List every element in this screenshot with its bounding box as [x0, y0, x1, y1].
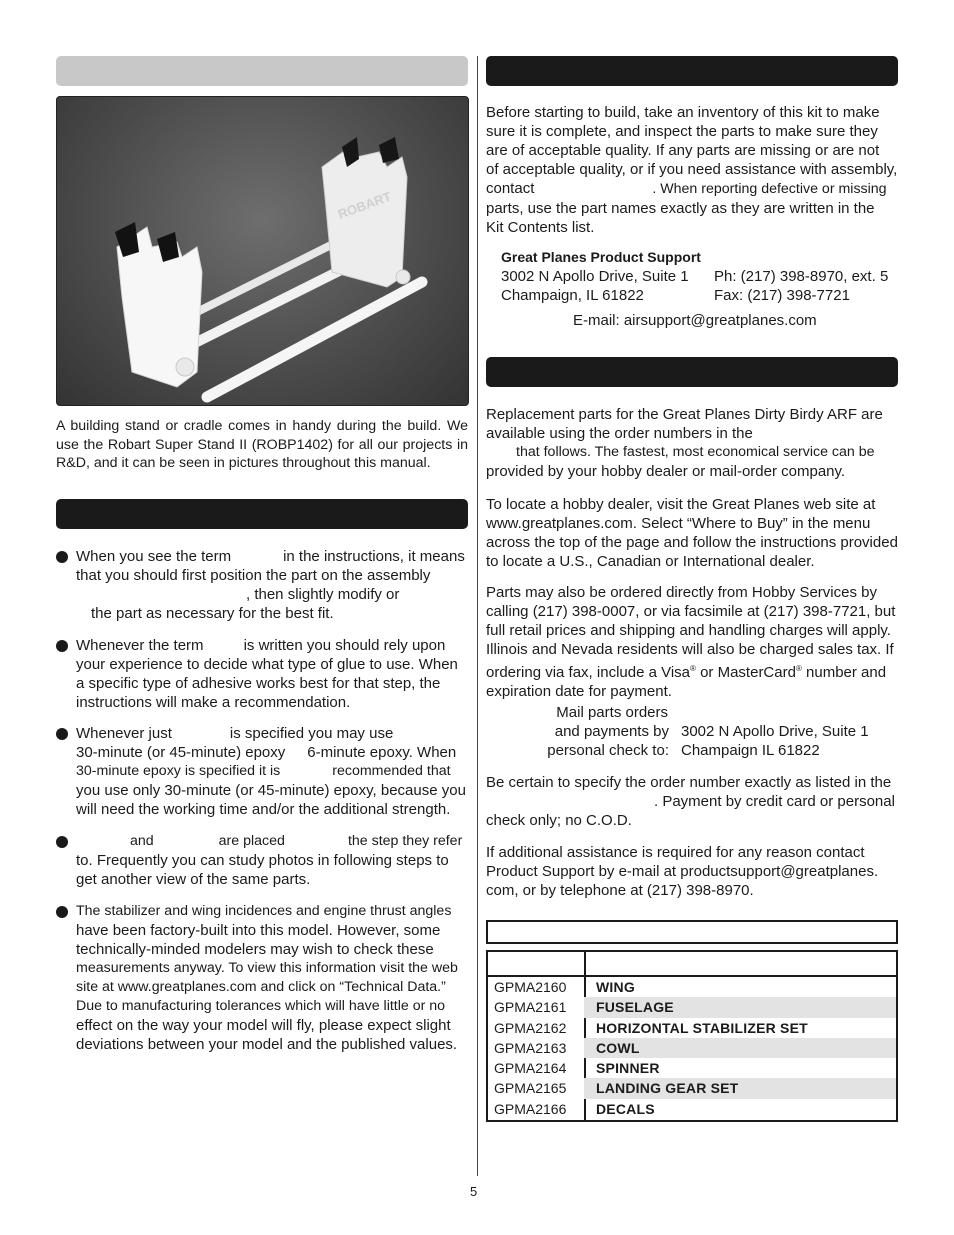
table-row [488, 1038, 896, 1058]
inv-l5a: contact [486, 180, 535, 197]
inventory-heading-bar [486, 56, 898, 86]
bullet-4-text [76, 832, 468, 889]
rep-l1: Replacement parts for the Great Planes Dirty Birdy ARF are [486, 406, 883, 423]
part-number-cell: GPMA2162 [494, 1019, 567, 1036]
assist-l3: com, or by telephone at (217) 398-8970. [486, 882, 754, 899]
b2-l2: your experience to decide what type of glue to use. When [76, 656, 458, 673]
support-city: Champaign, IL 61822 [501, 287, 644, 304]
b2-l3: a specific type of adhesive works best for that step, the [76, 675, 441, 692]
stand-caption: A building stand or cradle comes in handy during the build. We use the Robart Super Stand II (ROBP1402) for all our projects in R&D, and it can be seen in pictures throughout this manual. [56, 418, 468, 471]
part-name-cell: FUSELAGE [596, 999, 674, 1016]
assist-paragraph [486, 843, 900, 900]
part-name-cell: SPINNER [596, 1060, 660, 1077]
parts-table-title-box [486, 920, 898, 944]
inv-l6: parts, use the part names exactly as they are written in the [486, 200, 875, 217]
b4-l1a: and [130, 833, 154, 849]
b1-l2: that you should first position the part on the assembly [76, 567, 431, 584]
rep-l2: available using the order numbers in the [486, 425, 753, 442]
bullet-1-text [76, 547, 468, 623]
inv-l5b: . When reporting defective or missing [652, 181, 887, 197]
certain-l2: . Payment by credit card or personal [654, 793, 895, 810]
b1-l1: When you see the term [76, 548, 232, 565]
building-stand-photo [56, 96, 469, 406]
part-name-cell: DECALS [596, 1100, 655, 1117]
mail-a1: Mail parts orders [556, 704, 668, 721]
certain-l3: check only; no C.O.D. [486, 812, 632, 829]
bullet-3-text [76, 724, 468, 819]
bullet-1 [56, 551, 68, 563]
support-heading: Great Planes Product Support [501, 249, 701, 265]
part-number-cell: GPMA2163 [494, 1039, 567, 1056]
robart-stand-illustration [57, 97, 468, 405]
b4-l1b: are placed [218, 833, 285, 849]
b5-l1: The stabilizer and wing incidences and engine thrust angles [76, 903, 452, 919]
b4-l2: to. Frequently you can study photos in following steps to [76, 852, 449, 869]
bullet-2 [56, 640, 68, 652]
b3-l2b: 6-minute epoxy. When [307, 744, 457, 761]
rep-l3: that follows. The fastest, most economical service can be [516, 444, 875, 460]
part-name-cell: LANDING GEAR SET [596, 1080, 739, 1097]
direct-l2: calling (217) 398-0007, or via facsimile at (217) 398-7721, but [486, 603, 896, 620]
b1-l4: the part as necessary for the best fit. [91, 605, 334, 622]
support-phone: Ph: (217) 398-8970, ext. 5 [714, 268, 889, 285]
mail-a3: personal check to: [547, 742, 669, 759]
table-row [488, 977, 896, 997]
b3-l1: Whenever just [76, 725, 172, 742]
direct-l6: expiration date for payment. [486, 683, 672, 700]
support-email[interactable]: E-mail: airsupport@greatplanes.com [573, 312, 817, 329]
b5-l2: have been factory-built into this model. However, some [76, 922, 441, 939]
table-row [488, 1058, 896, 1078]
b2-l1: Whenever the term [76, 637, 204, 654]
mail-label [486, 703, 669, 760]
b3-l3b: recommended that [332, 763, 451, 779]
table-row [488, 1018, 896, 1038]
dealer-l1: To locate a hobby dealer, visit the Great Planes web site at [486, 496, 876, 513]
table-row [488, 997, 896, 1017]
part-number-cell: GPMA2166 [494, 1100, 567, 1117]
direct-l4: Illinois and Nevada residents will also be charged sales tax. If [486, 641, 894, 658]
assist-l2: Product Support by e-mail at productsupport@greatplanes. [486, 863, 879, 880]
part-number-cell: GPMA2165 [494, 1080, 567, 1097]
mail-b1: 3002 N Apollo Drive, Suite 1 [681, 723, 869, 740]
b4-l3: get another view of the same parts. [76, 871, 311, 888]
b5-l6: Due to manufacturing tolerances which will have little or no [76, 998, 446, 1014]
b5-l5: site at www.greatplanes.com and click on “Technical Data.” [76, 979, 446, 995]
b2-l1b: is written you should rely upon [243, 637, 446, 654]
b5-l7: effect on the way your model will fly, please expect slight [76, 1017, 451, 1034]
direct-l5c: number and [801, 664, 887, 681]
mail-address [681, 722, 869, 760]
support-street: 3002 N Apollo Drive, Suite 1 [501, 268, 689, 285]
dealer-paragraph [486, 495, 900, 571]
rep-l4: provided by your hobby dealer or mail-order company. [486, 463, 846, 480]
part-name-cell: COWL [596, 1039, 640, 1056]
part-name-cell: WING [596, 979, 635, 995]
dealer-l4: to locate a U.S., Canadian or International dealer. [486, 553, 815, 570]
replacement-paragraph [486, 405, 900, 481]
b2-l4: instructions will make a recommendation. [76, 694, 351, 711]
part-number-cell: GPMA2164 [494, 1060, 567, 1077]
b3-l1b: is specified you may use [229, 725, 394, 742]
support-fax: Fax: (217) 398-7721 [714, 287, 850, 304]
inventory-paragraph [486, 103, 900, 237]
certain-l1: Be certain to specify the order number exactly as listed in the [486, 774, 892, 791]
dealer-l3: across the top of the page and follow the instructions provided [486, 534, 898, 551]
dealer-l2: www.greatplanes.com. Select “Where to Buy” in the menu [486, 515, 871, 532]
b5-l4: measurements anyway. To view this information visit the web [76, 960, 458, 976]
b4-l1c: the step they refer [347, 833, 463, 849]
replacement-heading-bar [486, 357, 898, 387]
bullet-4 [56, 836, 68, 848]
table-row [488, 1078, 896, 1098]
inv-l1: Before starting to build, take an inventory of this kit to make [486, 104, 880, 121]
b3-l5: will need the working time and/or the additional strength. [76, 801, 451, 818]
inv-l4: of acceptable quality, or if you need assistance with assembly, [486, 161, 898, 178]
direct-l3: full retail prices and shipping and handling charges will apply. [486, 622, 891, 639]
assist-l1: If additional assistance is required for any reason contact [486, 844, 865, 861]
inv-l7: Kit Contents list. [486, 219, 595, 236]
b3-l3a: 30-minute epoxy is specified it is [76, 763, 281, 779]
b5-l3: technically-minded modelers may wish to check these [76, 941, 434, 958]
parts-table-rows [488, 977, 896, 1119]
bullet-5 [56, 906, 68, 918]
robart-logo-back: ROBART [335, 188, 394, 222]
bullet-2-text [76, 636, 468, 712]
bullet-5-text [76, 902, 470, 1054]
direct-l5a: ordering via fax, include a Visa [486, 664, 691, 681]
direct-order-paragraph [486, 583, 902, 701]
inv-l3: are of acceptable quality. If any parts are missing or are not [486, 142, 880, 159]
part-number-cell: GPMA2161 [494, 999, 567, 1016]
b1-l1b: in the instructions, it means [283, 548, 465, 565]
mail-b2: Champaign IL 61822 [681, 742, 820, 759]
inv-l2: sure it is complete, and inspect the parts to make sure they [486, 123, 878, 140]
column-divider [477, 56, 478, 1176]
direct-l1: Parts may also be ordered directly from Hobby Services by [486, 584, 877, 601]
bullet-3 [56, 728, 68, 740]
certain-paragraph [486, 773, 900, 830]
part-number-cell: GPMA2160 [494, 979, 567, 995]
b3-l2a: 30-minute (or 45-minute) epoxy [76, 744, 286, 761]
reg-mark-visa: ® [690, 664, 696, 673]
left-top-heading-bar [56, 56, 468, 86]
part-name-cell: HORIZONTAL STABILIZER SET [596, 1019, 808, 1036]
reg-mark-mastercard: ® [795, 664, 802, 673]
b1-l3: , then slightly modify or [246, 586, 400, 603]
notes-heading-bar [56, 499, 468, 529]
table-row [488, 1099, 896, 1119]
mail-a2: and payments by [554, 723, 669, 740]
direct-l5b: or MasterCard [695, 664, 796, 681]
b5-l8: deviations between your model and the published values. [76, 1036, 458, 1053]
page-number: 5 [470, 1184, 478, 1199]
b3-l4: you use only 30-minute (or 45-minute) epoxy, because you [76, 782, 466, 799]
